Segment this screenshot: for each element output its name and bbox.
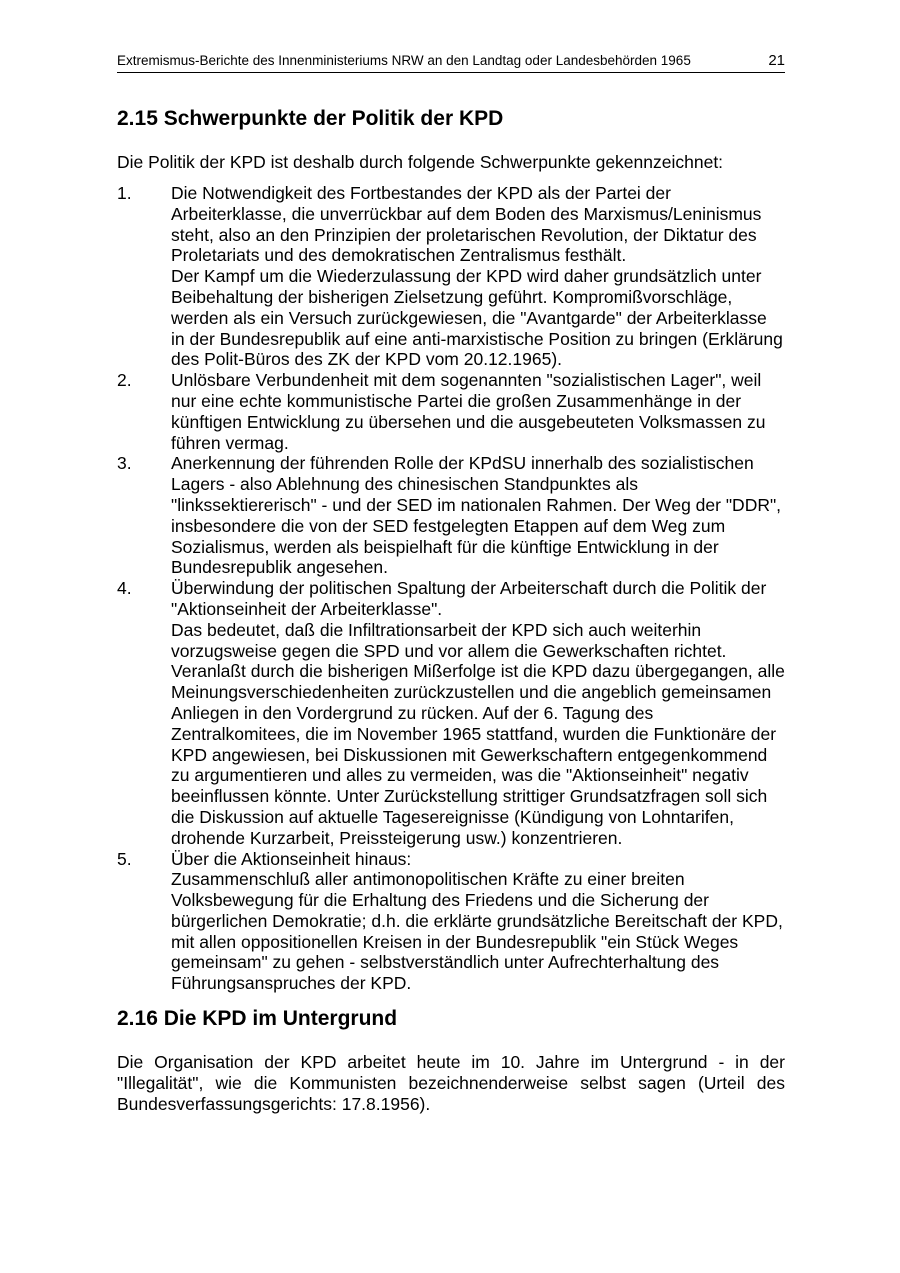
list-item-number: 4. bbox=[117, 578, 132, 599]
list-item-paragraph: Unlösbare Verbundenheit mit dem sogenannten "sozialistischen Lager", weil nur eine echte kommunistische Partei die großen Zusammenhänge in der künftigen Entwicklung zu übersehen und die ausgebeuteten Volksmassen zu führen vermag. bbox=[171, 370, 766, 453]
list-item-body bbox=[171, 370, 785, 453]
list-item-body bbox=[171, 183, 785, 370]
list-item-paragraph: Über die Aktionseinheit hinaus: bbox=[171, 848, 412, 869]
list-item-body bbox=[171, 453, 785, 578]
header-title: Extremismus-Berichte des Innenministeriums NRW an den Landtag oder Landesbehörden 1965 bbox=[117, 53, 691, 68]
page-number: 21 bbox=[768, 52, 785, 69]
list-item-number: 1. bbox=[117, 183, 132, 203]
list-item-body bbox=[171, 578, 785, 848]
list-item-paragraph: Der Kampf um die Wiederzulassung der KPD wird daher grundsätzlich unter Beibehaltung der bisherigen Zielsetzung geführt. Kompromißvorschläge, werden als ein Versuch zurückgewiesen, die "Avantgarde" der Arbeiterklasse in der Bundesrepublik auf eine anti-marxistische Position zu bringen (Erklärung des Polit-Büros des ZK der KPD vom 20.12.1965). bbox=[171, 266, 783, 370]
section-heading-2-16: 2.16 Die KPD im Untergrund bbox=[117, 1007, 398, 1031]
section-paragraph: Die Organisation der KPD arbeitet heute im 10. Jahre im Untergrund - in der "Illegalität", wie die Kommunisten bezeichnenderweise selbst sagen (Urteil des Bundesverfassungsgerichts: 17.8.1956). bbox=[117, 1052, 785, 1115]
list-item-body bbox=[171, 849, 785, 995]
running-header bbox=[117, 52, 785, 73]
list-item-paragraph: Überwindung der politischen Spaltung der Arbeiterschaft durch die Politik der "Aktionseinheit der Arbeiterklasse". bbox=[171, 578, 767, 619]
list-item bbox=[117, 453, 785, 578]
list-item-number: 3. bbox=[117, 453, 132, 474]
list-item-paragraph: Das bedeutet, daß die Infiltrationsarbeit der KPD sich auch weiterhin vorzugsweise gegen die SPD und vor allem die Gewerkschaften richtet. Veranlaßt durch die bisherigen Mißerfolge ist die KPD dazu übergegangen, alle Meinungsverschiedenheiten zurückzustellen und die angeblich gemeinsamen Anliegen in den Vordergrund zu rücken. Auf der 6. Tagung des Zentralkomitees, die im November 1965 stattfand, wurden die Funktionäre der KPD angewiesen, bei Diskussionen mit Gewerkschaftern entgegenkommend zu argumentieren und alles zu vermeiden, was die "Aktionseinheit" negativ beeinflussen könnte. Unter Zurückstellung strittiger Grundsatzfragen soll sich die Diskussion auf aktuelle Tagesereignisse (Kündigung von Lohntarifen, drohende Kurzarbeit, Preissteigerung usw.) konzentrieren. bbox=[171, 619, 785, 848]
list-item-number: 5. bbox=[117, 848, 132, 869]
list-item bbox=[117, 370, 785, 453]
list-item-paragraph: Anerkennung der führenden Rolle der KPdSU innerhalb des sozialistischen Lagers - also Ablehnung des chinesischen Standpunktes als "linkssektiererisch" - und der SED im nationalen Rahmen. Der Weg der "DDR", insbesondere die von der SED festgelegten Etappen auf dem Weg zum Sozialismus, werden als beispielhaft für die künftige Entwicklung in der Bundesrepublik angesehen. bbox=[171, 453, 782, 578]
list-item bbox=[117, 578, 785, 848]
list-item bbox=[117, 183, 785, 370]
list-item-paragraph: Die Notwendigkeit des Fortbestandes der KPD als der Partei der Arbeiterklasse, die unverrückbar auf dem Boden des Marxismus/Leninismus steht, also an den Prinzipien der proletarischen Revolution, der Diktatur des Proletariats und des demokratischen Zentralismus festhält. bbox=[171, 183, 762, 266]
section-intro: Die Politik der KPD ist deshalb durch folgende Schwerpunkte gekennzeichnet: bbox=[117, 152, 724, 172]
priorities-list bbox=[117, 183, 785, 994]
list-item-number: 2. bbox=[117, 370, 132, 391]
list-item-paragraph: Zusammenschluß aller antimonopolitischen Kräfte zu einer breiten Volksbewegung für die Erhaltung des Friedens und die Sicherung der bürgerlichen Demokratie; d.h. die erklärte grundsätzliche Bereitschaft der KPD, mit allen oppositionellen Kreisen in der Bundesrepublik "ein Stück Weges gemeinsam" zu gehen - selbstverständlich unter Aufrechterhaltung des Führungsanspruches der KPD. bbox=[171, 869, 783, 994]
page-content bbox=[117, 104, 785, 1115]
section-heading-2-15: 2.15 Schwerpunkte der Politik der KPD bbox=[117, 107, 504, 130]
list-item bbox=[117, 849, 785, 995]
